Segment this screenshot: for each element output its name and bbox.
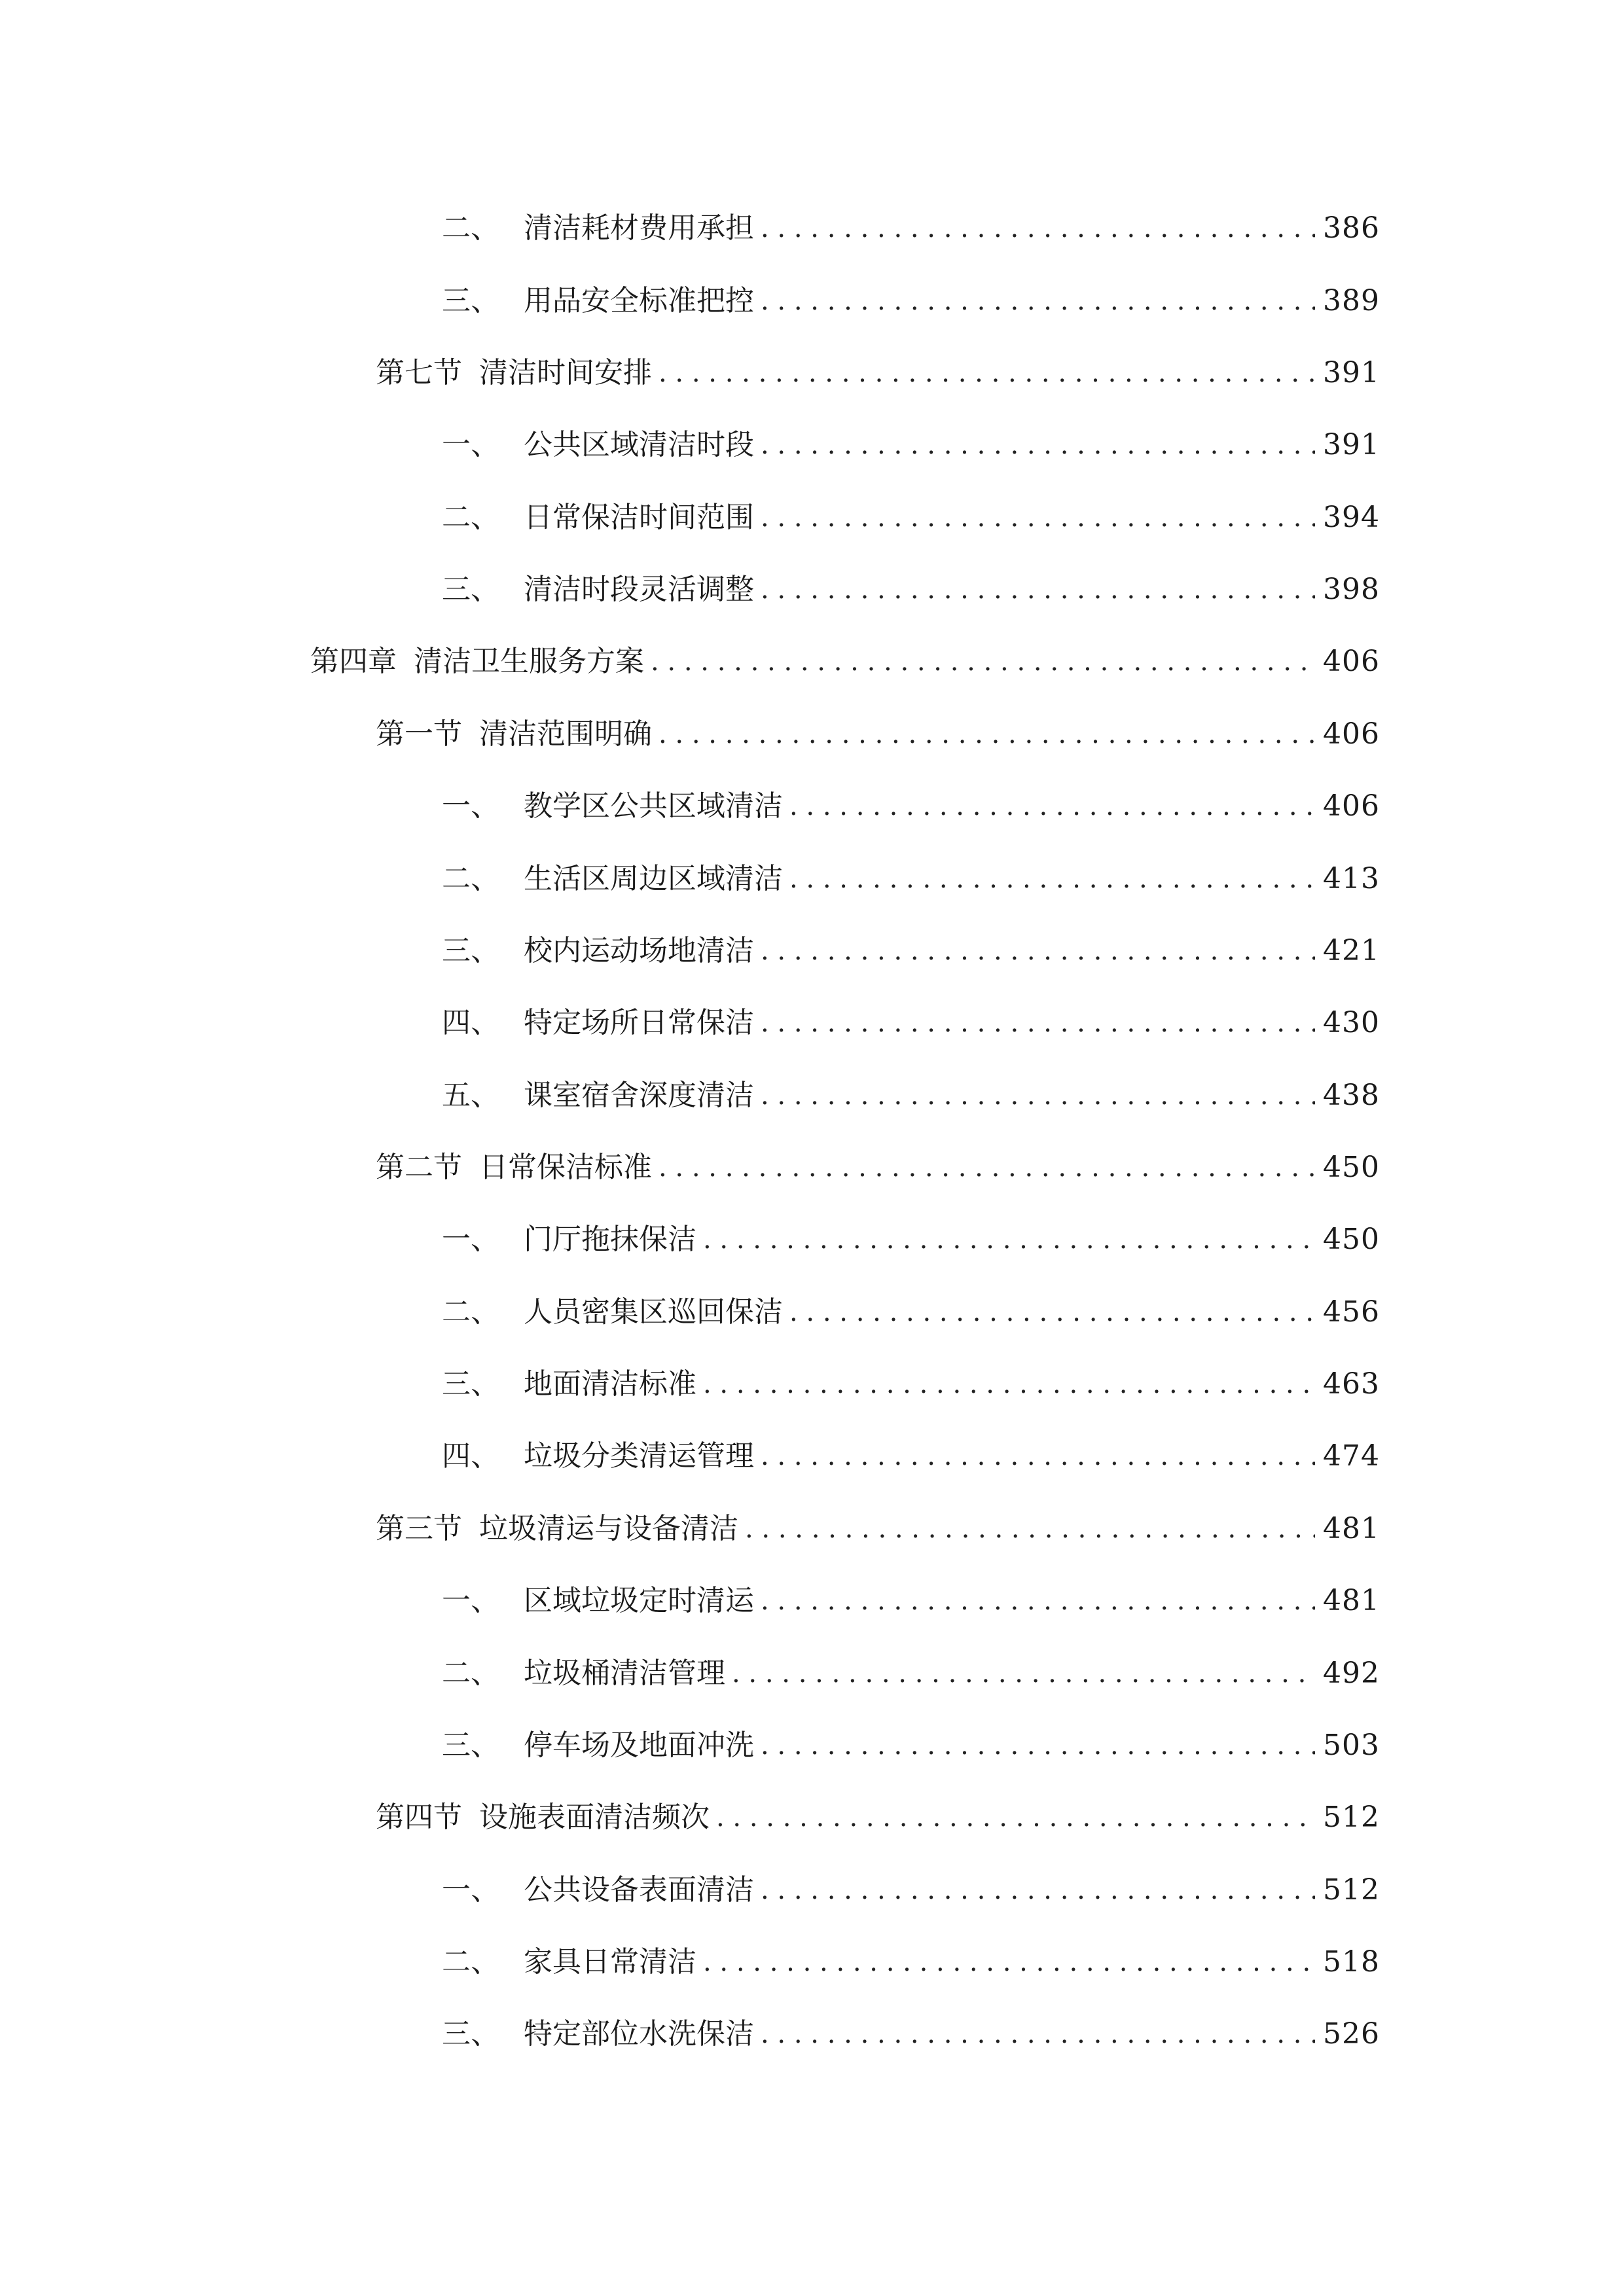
entry-number: 五、	[442, 1079, 499, 1112]
entry-page-number: 430	[1323, 1006, 1380, 1039]
toc-entry[interactable]	[442, 1433, 1380, 1479]
entry-title: 垃圾清运与设备清洁	[479, 1512, 738, 1545]
dot-leader	[761, 206, 1315, 251]
entry-page-number: 450	[1323, 1223, 1380, 1256]
dot-leader	[761, 1867, 1315, 1913]
entry-title: 公共设备表面清洁	[524, 1873, 754, 1907]
dot-leader	[789, 1289, 1315, 1335]
toc-entry[interactable]	[310, 639, 1380, 685]
entry-title: 日常保洁标准	[479, 1151, 652, 1184]
entry-title: 教学区公共区域清洁	[524, 789, 783, 823]
dot-leader	[745, 1506, 1315, 1552]
toc-entry[interactable]	[376, 1795, 1380, 1840]
entry-title: 用品安全标准把控	[524, 284, 754, 317]
dot-leader	[761, 422, 1315, 468]
dot-leader	[732, 1651, 1315, 1696]
entry-number: 三、	[442, 2017, 499, 2051]
entry-title: 清洁耗材费用承担	[524, 211, 754, 245]
toc-entry[interactable]	[442, 1578, 1380, 1624]
toc-entry[interactable]	[442, 928, 1380, 974]
entry-number: 二、	[442, 211, 499, 245]
toc-entry[interactable]	[442, 278, 1380, 324]
toc-entry[interactable]	[442, 1723, 1380, 1768]
entry-page-number: 526	[1323, 2017, 1380, 2051]
dot-leader	[789, 783, 1315, 829]
entry-number: 三、	[442, 284, 499, 317]
entry-title: 停车场及地面冲洗	[524, 1729, 754, 1762]
entry-number: 第一节	[376, 717, 462, 751]
toc-entry[interactable]	[442, 1217, 1380, 1263]
entry-page-number: 492	[1323, 1657, 1380, 1690]
toc-entry[interactable]	[442, 1289, 1380, 1335]
dot-leader	[761, 1433, 1315, 1479]
toc-entry[interactable]	[442, 495, 1380, 541]
dot-leader	[703, 1361, 1315, 1407]
entry-title: 人员密集区巡回保洁	[524, 1295, 783, 1329]
dot-leader	[659, 350, 1315, 396]
dot-leader	[761, 278, 1315, 324]
entry-number: 一、	[442, 1223, 499, 1256]
entry-page-number: 406	[1323, 645, 1380, 678]
entry-number: 二、	[442, 1295, 499, 1329]
entry-title: 设施表面清洁频次	[479, 1801, 710, 1834]
dot-leader	[716, 1795, 1315, 1840]
entry-page-number: 474	[1323, 1439, 1380, 1473]
entry-title: 课室宿舍深度清洁	[524, 1079, 754, 1112]
entry-page-number: 438	[1323, 1079, 1380, 1112]
dot-leader	[761, 495, 1315, 541]
entry-page-number: 406	[1323, 789, 1380, 823]
dot-leader	[761, 1000, 1315, 1046]
entry-number: 四、	[442, 1439, 499, 1473]
entry-number: 第三节	[376, 1512, 462, 1545]
toc-entry[interactable]	[442, 1361, 1380, 1407]
entry-title: 清洁时间安排	[479, 356, 652, 389]
entry-page-number: 389	[1323, 284, 1380, 317]
toc-entry[interactable]	[442, 422, 1380, 468]
toc-entry[interactable]	[442, 783, 1380, 829]
entry-title: 特定部位水洗保洁	[524, 2017, 754, 2051]
toc-entry[interactable]	[442, 1867, 1380, 1913]
toc-entry[interactable]	[442, 1073, 1380, 1119]
entry-page-number: 386	[1323, 211, 1380, 245]
entry-number: 第四章	[310, 645, 397, 678]
toc-entry[interactable]	[442, 567, 1380, 613]
toc-entry[interactable]	[376, 711, 1380, 757]
toc-entry[interactable]	[442, 2011, 1380, 2057]
entry-number: 一、	[442, 1873, 499, 1907]
entry-page-number: 518	[1323, 1945, 1380, 1979]
toc-entry[interactable]	[442, 1651, 1380, 1696]
entry-title: 生活区周边区域清洁	[524, 862, 783, 895]
entry-page-number: 503	[1323, 1729, 1380, 1762]
entry-page-number: 394	[1323, 501, 1380, 534]
toc-entry[interactable]	[376, 350, 1380, 396]
entry-page-number: 512	[1323, 1873, 1380, 1907]
dot-leader	[761, 2011, 1315, 2057]
dot-leader	[659, 711, 1315, 757]
toc-entry[interactable]	[376, 1145, 1380, 1191]
entry-number: 三、	[442, 1367, 499, 1401]
dot-leader	[761, 1073, 1315, 1119]
entry-title: 地面清洁标准	[524, 1367, 696, 1401]
dot-leader	[703, 1939, 1315, 1985]
dot-leader	[703, 1217, 1315, 1263]
toc-entry[interactable]	[442, 1939, 1380, 1985]
entry-number: 一、	[442, 1584, 499, 1617]
entry-title: 家具日常清洁	[524, 1945, 696, 1979]
entry-page-number: 481	[1323, 1584, 1380, 1617]
entry-page-number: 450	[1323, 1151, 1380, 1184]
toc-entry[interactable]	[442, 206, 1380, 251]
entry-number: 二、	[442, 1945, 499, 1979]
entry-number: 四、	[442, 1006, 499, 1039]
entry-title: 垃圾桶清洁管理	[524, 1657, 725, 1690]
entry-title: 门厅拖抹保洁	[524, 1223, 696, 1256]
entry-title: 清洁卫生服务方案	[414, 645, 644, 678]
dot-leader	[761, 928, 1315, 974]
entry-number: 二、	[442, 862, 499, 895]
entry-page-number: 391	[1323, 428, 1380, 461]
dot-leader	[761, 1578, 1315, 1624]
entry-page-number: 391	[1323, 356, 1380, 389]
entry-title: 区域垃圾定时清运	[524, 1584, 754, 1617]
dot-leader	[659, 1145, 1315, 1191]
entry-number: 一、	[442, 789, 499, 823]
entry-page-number: 398	[1323, 573, 1380, 606]
entry-number: 三、	[442, 573, 499, 606]
entry-number: 第四节	[376, 1801, 462, 1834]
entry-number: 一、	[442, 428, 499, 461]
entry-title: 公共区域清洁时段	[524, 428, 754, 461]
toc-entry[interactable]	[376, 1506, 1380, 1552]
entry-number: 二、	[442, 501, 499, 534]
entry-number: 第二节	[376, 1151, 462, 1184]
entry-number: 三、	[442, 1729, 499, 1762]
dot-leader	[651, 639, 1315, 685]
entry-page-number: 413	[1323, 862, 1380, 895]
dot-leader	[789, 856, 1315, 902]
dot-leader	[761, 567, 1315, 613]
toc-entry[interactable]	[442, 856, 1380, 902]
entry-title: 清洁时段灵活调整	[524, 573, 754, 606]
entry-number: 二、	[442, 1657, 499, 1690]
entry-page-number: 481	[1323, 1512, 1380, 1545]
entry-title: 清洁范围明确	[479, 717, 652, 751]
toc-entry[interactable]	[442, 1000, 1380, 1046]
entry-title: 特定场所日常保洁	[524, 1006, 754, 1039]
entry-page-number: 512	[1323, 1801, 1380, 1834]
entry-number: 三、	[442, 934, 499, 967]
dot-leader	[761, 1723, 1315, 1768]
entry-number: 第七节	[376, 356, 462, 389]
entry-page-number: 406	[1323, 717, 1380, 751]
entry-page-number: 421	[1323, 934, 1380, 967]
entry-title: 日常保洁时间范围	[524, 501, 754, 534]
entry-title: 校内运动场地清洁	[524, 934, 754, 967]
entry-page-number: 463	[1323, 1367, 1380, 1401]
entry-title: 垃圾分类清运管理	[524, 1439, 754, 1473]
entry-page-number: 456	[1323, 1295, 1380, 1329]
